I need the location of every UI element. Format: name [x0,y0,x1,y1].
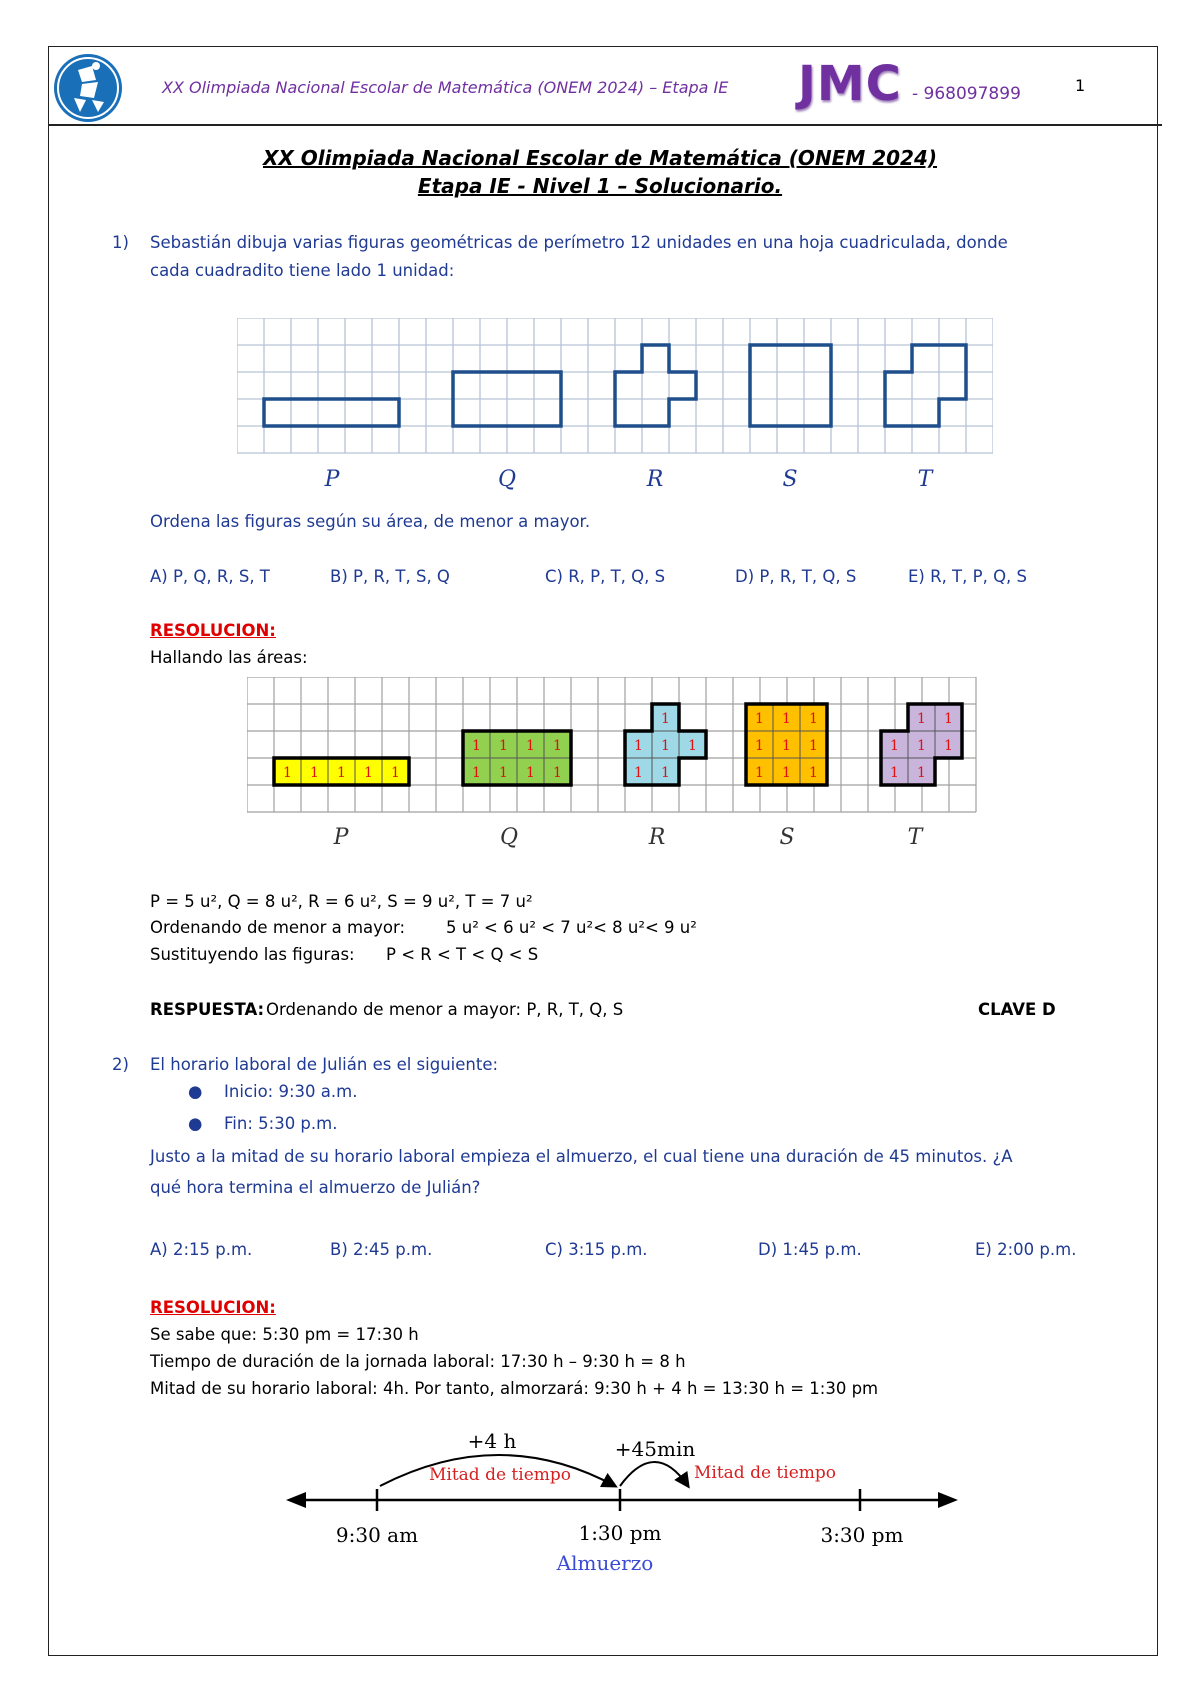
q2-option-e: E) 2:00 p.m. [975,1240,1077,1259]
area-cell-value-s: 1 [782,738,791,754]
q1-order-label: Ordenando de menor a mayor: [150,918,406,937]
figure-label-p: P [324,467,340,492]
q2-text-line2: qué hora termina el almuerzo de Julián? [150,1178,481,1197]
document-title: XX Olimpiada Nacional Escolar de Matemática (ONEM 2024) [262,146,938,170]
area-cell-value-r: 1 [661,738,670,754]
figure-t-outline [885,345,966,426]
svg-text:Mitad de tiempo: Mitad de tiempo [428,1465,572,1485]
area-cell-value-q: 1 [499,765,508,781]
q2-timeline [270,1418,970,1588]
svg-text:P: P [333,825,349,850]
figure-s-outline [750,345,831,426]
area-cell-value-t: 1 [944,711,953,727]
q1-option-d: D) P, R, T, Q, S [735,567,857,586]
area-cell-value-s: 1 [809,711,818,727]
q1-resolution-label: RESOLUCION: [150,621,276,640]
timeline-left-arrow [286,1492,306,1508]
document-subtitle: Etapa IE - Nivel 1 – Solucionario. [417,174,783,198]
q2-res-line-3: Mitad de su horario laboral: 4h. Por tanto, almorzará: 9:30 h + 4 h = 13:30 h = 1:30 pm [150,1379,879,1398]
q1-option-e: E) R, T, P, Q, S [908,567,1028,586]
onem-logo [52,52,124,124]
figure-label-r: R [646,467,664,492]
q1-prompt: Ordena las figuras según su área, de menor a mayor. [150,512,591,531]
area-cell-value-t: 1 [944,738,953,754]
area-cell-value-r: 1 [634,738,643,754]
svg-text:+45min: +45min [614,1437,696,1461]
q2-option-a: A) 2:15 p.m. [150,1240,253,1259]
header-phone: - 968097899 [912,84,1021,104]
q1-resolution-intro: Hallando las áreas: [150,648,308,667]
q1-order-values: 5 u² < 6 u² < 7 u²< 8 u²< 9 u² [446,918,697,937]
q1-subst-label: Sustituyendo las figuras: [150,945,355,964]
area-cell-value-s: 1 [755,738,764,754]
figure-p-outline [264,399,399,426]
area-cell-value-s: 1 [782,765,791,781]
area-cell-value-p: 1 [283,765,292,781]
area-cell-value-t: 1 [917,765,926,781]
header-divider [48,124,1162,126]
area-cell-value-s: 1 [782,711,791,727]
area-cell-value-q: 1 [526,738,535,754]
area-cell-value-t: 1 [890,738,899,754]
q2-res-line-2: Tiempo de duración de la jornada laboral: 17:30 h – 9:30 h = 8 h [150,1352,686,1371]
area-cell-value-q: 1 [526,765,535,781]
area-cell-value-r: 1 [661,765,670,781]
q2-option-b: B) 2:45 p.m. [330,1240,433,1259]
area-cell-value-r: 1 [661,711,670,727]
area-cell-value-q: 1 [499,738,508,754]
area-cell-value-t: 1 [917,711,926,727]
svg-text:1:30 pm: 1:30 pm [578,1521,662,1545]
area-cell-value-q: 1 [553,765,562,781]
area-cell-value-p: 1 [391,765,400,781]
figure-label-s: S [782,467,798,492]
svg-text:Almuerzo: Almuerzo [556,1551,654,1575]
q2-bullet-1: ● [188,1082,203,1101]
header-title: XX Olimpiada Nacional Escolar de Matemática (ONEM 2024) – Etapa IE [162,78,729,97]
q2-resolution-label: RESOLUCION: [150,1298,276,1317]
area-cell-value-s: 1 [755,711,764,727]
area-cell-value-r: 1 [688,738,697,754]
area-cell-value-t: 1 [890,765,899,781]
q2-res-line-1: Se sabe que: 5:30 pm = 17:30 h [150,1325,419,1344]
q1-text-line1: Sebastián dibuja varias figuras geométricas de perímetro 12 unidades en una hoja cuadriculada, donde [150,233,1008,252]
area-cell-value-p: 1 [364,765,373,781]
svg-text:R: R [648,825,666,850]
q2-bullet-2: ● [188,1114,203,1133]
area-cell-value-t: 1 [917,738,926,754]
area-cell-value-q: 1 [553,738,562,754]
q1-option-a: A) P, Q, R, S, T [150,567,270,586]
q1-option-c: C) R, P, T, Q, S [545,567,666,586]
figure-label-t: T [917,467,933,492]
area-cell-value-q: 1 [472,738,481,754]
area-cell-value-q: 1 [472,765,481,781]
svg-text:3:30 pm: 3:30 pm [820,1523,904,1547]
q2-text-line1: Justo a la mitad de su horario laboral empieza el almuerzo, el cual tiene una duración de 45 minutos. ¿A [150,1147,1013,1166]
q2-bullet-1-text: Inicio: 9:30 a.m. [224,1082,358,1101]
q1-text-line2: cada cuadradito tiene lado 1 unidad: [150,261,455,280]
area-cell-value-p: 1 [310,765,319,781]
area-cell-value-s: 1 [809,738,818,754]
timeline-right-arrow [938,1492,958,1508]
figure-label-q: Q [497,467,517,492]
q1-areas-line: P = 5 u², Q = 8 u², R = 6 u², S = 9 u², T = 7 u² [150,892,533,911]
q2-option-c: C) 3:15 p.m. [545,1240,648,1259]
svg-text:Mitad de tiempo: Mitad de tiempo [693,1463,837,1483]
q2-option-d: D) 1:45 p.m. [758,1240,862,1259]
q1-figure-areas [247,677,987,852]
q1-answer-text: Ordenando de menor a mayor: P, R, T, Q, S [266,1000,624,1019]
figure-r-outline [615,345,696,426]
q2-bullet-2-text: Fin: 5:30 p.m. [224,1114,338,1133]
brand-logo-text: JMC [798,56,902,112]
area-cell-value-r: 1 [634,765,643,781]
q2-intro: El horario laboral de Julián es el siguiente: [150,1055,499,1074]
svg-text:+4 h: +4 h [467,1429,517,1453]
q1-subst-values: P < R < T < Q < S [386,945,539,964]
area-cell-value-p: 1 [337,765,346,781]
q1-key: CLAVE D [978,1000,1056,1019]
q1-option-b: B) P, R, T, S, Q [330,567,450,586]
q1-figure-outlines [237,318,993,498]
svg-text:Q: Q [499,825,519,850]
svg-text:S: S [779,825,795,850]
arc-plus-45min [620,1462,688,1486]
svg-text:9:30 am: 9:30 am [335,1523,419,1547]
page-number: 1 [1075,76,1086,95]
q2-number: 2) [112,1055,129,1074]
svg-text:T: T [907,825,923,850]
q1-number: 1) [112,233,129,252]
area-cell-value-s: 1 [755,765,764,781]
q1-answer-label: RESPUESTA: [150,1000,265,1019]
area-cell-value-s: 1 [809,765,818,781]
